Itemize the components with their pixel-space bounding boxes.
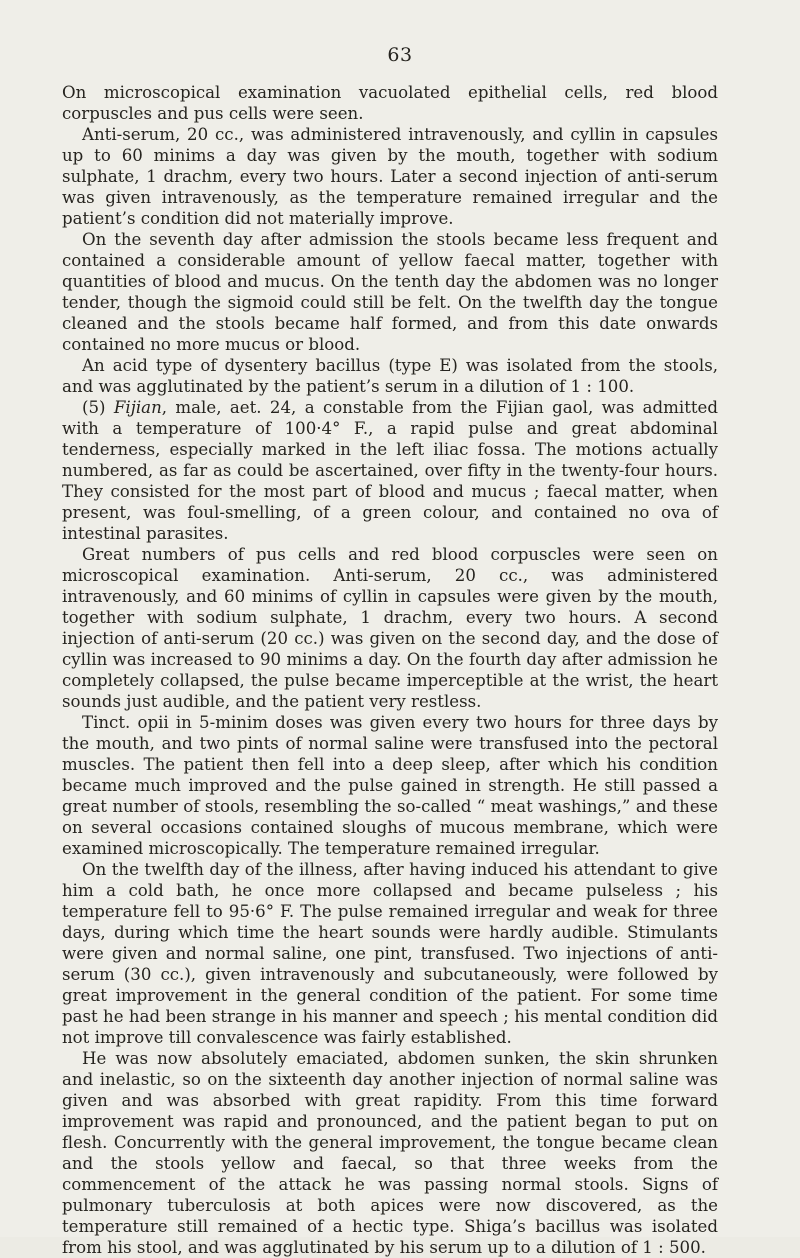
paragraph-microscopical-examination: On microscopical examination vacuolated epithelial cells, red blood corpuscles and pus cells were seen.: [62, 83, 718, 123]
paragraph-seventh-day: On the seventh day after admission the stools became less frequent and contained a considerable amount of yellow faecal matter, together with quantities of blood and mucus. On the tenth day the abdomen was no longer tender, though the sigmoid could still be felt. On the twelfth day the tongue cleaned and the stools became half formed, and from this date onwards contained no more mucus or blood.: [62, 230, 718, 354]
paragraph-acid-type-bacillus: An acid type of dysentery bacillus (type E) was isolated from the stools, and was agglutinated by the patient’s serum in a dilution of 1 : 100.: [62, 356, 718, 396]
page-number: 63: [387, 44, 413, 66]
case-number: (5): [82, 398, 114, 417]
paragraph-case-five: [62, 397, 718, 544]
case-name: Fijian: [113, 398, 162, 417]
paragraph-emaciated: He was now absolutely emaciated, abdomen sunken, the skin shrunken and inelastic, so on the sixteenth day another injection of normal saline was given and was absorbed with great rapidity. From this time forward improvement was rapid and pronounced, and the patient began to put on flesh. Concurrently with the general improvement, the tongue became clean and the stools yellow and faecal, so that three weeks from the commencement of the attack he was passing normal stools. Signs of pulmonary tuberculosis at both apices were now discovered, as the temperature still remained of a hectic type. Shiga’s bacillus was isolated from his stool, and was agglutinated by his serum up to a dilution of 1 : 500.: [62, 1049, 718, 1257]
body-text: [62, 82, 718, 1258]
paragraph-anti-serum-treatment: Anti-serum, 20 cc., was administered intravenously, and cyllin in capsules up to 60 minims a day was given by the mouth, together with sodium sulphate, 1 drachm, every two hours. Later a second injection of anti-serum was given intravenously, as the temperature remained irregular and the patient’s condition did not materially improve.: [62, 125, 718, 228]
paragraph-pus-cells: Great numbers of pus cells and red blood corpuscles were seen on microscopical examination. Anti-serum, 20 cc., was administered intravenously, and 60 minims of cyllin in capsules were given by the mouth, together with sodium sulphate, 1 drachm, every two hours. A second injection of anti-serum (20 cc.) was given on the second day, and the dose of cyllin was increased to 90 minims a day. On the fourth day after admission he completely collapsed, the pulse became imperceptible at the wrist, the heart sounds just audible, and the patient very restless.: [62, 545, 718, 711]
paragraph-twelfth-day: On the twelfth day of the illness, after having induced his attendant to give him a cold bath, he once more collapsed and became pulseless ; his temperature fell to 95·6° F. The pulse remained irregular and weak for three days, during which time the heart sounds were hardly audible. Stimulants were given and normal saline, one pint, transfused. Two injections of anti-serum (30 cc.), given intravenously and subcutaneously, were followed by great improvement in the general condition of the patient. For some time past he had been strange in his manner and speech ; his mental condition did not improve till convalescence was fairly established.: [62, 860, 718, 1047]
case-description: , male, aet. 24, a constable from the Fijian gaol, was admitted with a temperature of 100·4° F., a rapid pulse and great abdominal tenderness, especially marked in the left iliac fossa. The motions actually numbered, as far as could be ascertained, over fifty in the twenty-four hours. They consisted for the most part of blood and mucus ; faecal matter, when present, was foul-smelling, of a green colour, and contained no ova of intestinal parasites.: [62, 398, 718, 543]
paragraph-tinct-opii: Tinct. opii in 5-minim doses was given every two hours for three days by the mouth, and two pints of normal saline were transfused into the pectoral muscles. The patient then fell into a deep sleep, after which his condition became much improved and the pulse gained in strength. He still passed a great number of stools, resembling the so-called “ meat washings,” and these on several occasions contained sloughs of mucous membrane, which were examined microscopically. The temperature remained irregular.: [62, 713, 718, 858]
